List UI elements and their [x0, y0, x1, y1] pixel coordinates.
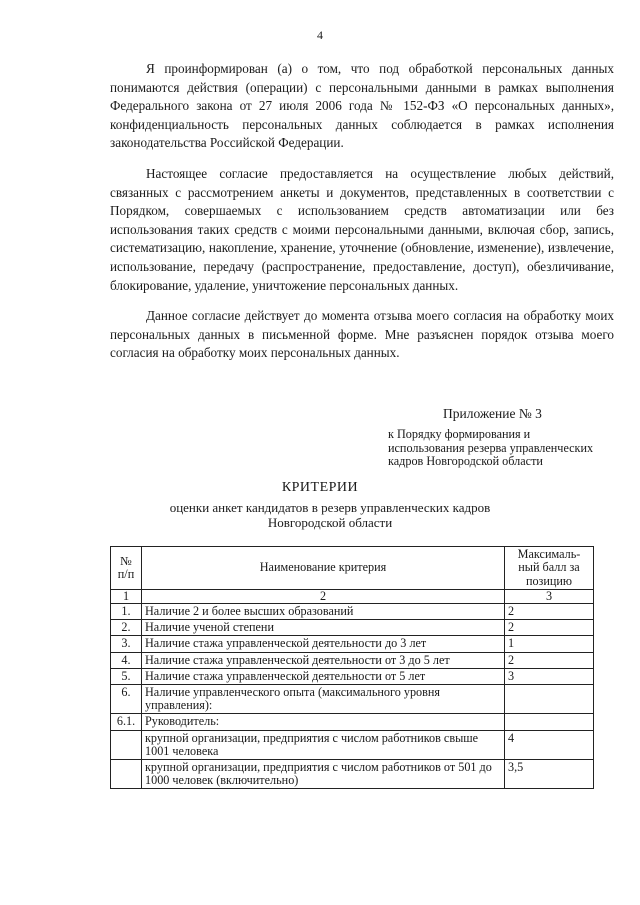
criteria-table [110, 546, 594, 789]
row-score [505, 714, 594, 730]
row-score: 3 [505, 668, 594, 684]
row-criterion: Руководитель: [142, 714, 505, 730]
consent-text [110, 60, 614, 375]
table-header-row [111, 547, 594, 590]
criteria-subtitle: оценки анкет кандидатов в резерв управленческих кадров Новгородской области [169, 500, 491, 530]
row-criterion: Наличие 2 и более высших образований [142, 604, 505, 620]
row-score: 1 [505, 636, 594, 652]
row-criterion: Наличие ученой степени [142, 620, 505, 636]
row-number [111, 760, 142, 789]
row-number: 5. [111, 668, 142, 684]
row-criterion: Наличие стажа управленческой деятельности от 5 лет [142, 668, 505, 684]
paragraph-consent-scope: Настоящее согласие предоставляется на осуществление любых действий, связанных с рассмотрением анкеты и документов, представленных в соответствии с Порядком, совершаемых с использованием средств автоматизации или без использования таких средств с моими персональными данными, включая сбор, запись, систематизацию, накопление, хранение, уточнение (обновление, изменение), извлечение, использование, передачу (распространение, предоставление, доступ), обезличивание, блокирование, удаление, уничтожение персональных данных. [110, 165, 614, 293]
row-number: 6. [111, 685, 142, 714]
row-number [111, 730, 142, 759]
row-score [505, 685, 594, 714]
row-number: 6.1. [111, 714, 142, 730]
row-number: 3. [111, 636, 142, 652]
appendix-reference: к Порядку формирования и использования резерва управленческих кадров Новгородской области [388, 427, 594, 468]
criteria-title: КРИТЕРИИ [281, 480, 359, 495]
row-number: 1. [111, 604, 142, 620]
row-criterion: крупной организации, предприятия с числом работников от 501 до 1000 человек (включительно) [142, 760, 505, 789]
table-row [111, 620, 594, 636]
row-criterion: Наличие управленческого опыта (максимального уровня управления): [142, 685, 505, 714]
row-score: 2 [505, 652, 594, 668]
paragraph-consent-validity: Данное согласие действует до момента отзыва моего согласия на обработку моих персональных данных в письменной форме. Мне разъяснен порядок отзыва моего согласия на обработку моих персональных данных. [110, 308, 614, 361]
paragraph-processing-definition: Я проинформирован (а) о том, что под обработкой персональных данных понимаются действия (операции) с персональными данными в рамках выполнения Федерального закона от 27 июля 2006 года № 152-ФЗ «О персональных данных», конфиденциальность персональных данных соблюдается в рамках исполнения законодательства Российской Федерации. [110, 61, 614, 151]
column-number: 3 [505, 590, 594, 604]
table-row [111, 685, 594, 714]
table-row [111, 714, 594, 730]
row-criterion: крупной организации, предприятия с числом работников свыше 1001 человека [142, 730, 505, 759]
column-number: 1 [111, 590, 142, 604]
header-criterion-name: Наименование критерия [142, 547, 505, 590]
table-row [111, 636, 594, 652]
row-score: 3,5 [505, 760, 594, 789]
column-number: 2 [142, 590, 505, 604]
table-row [111, 652, 594, 668]
column-number-row [111, 590, 594, 604]
row-score: 2 [505, 604, 594, 620]
table-row [111, 730, 594, 759]
page-number: 4 [317, 28, 323, 42]
table-row [111, 604, 594, 620]
table-row [111, 760, 594, 789]
row-criterion: Наличие стажа управленческой деятельности до 3 лет [142, 636, 505, 652]
row-number: 4. [111, 652, 142, 668]
row-score: 2 [505, 620, 594, 636]
row-score: 4 [505, 730, 594, 759]
row-criterion: Наличие стажа управленческой деятельности от 3 до 5 лет [142, 652, 505, 668]
header-number: № п/п [111, 547, 142, 590]
row-number: 2. [111, 620, 142, 636]
appendix-block [388, 406, 608, 469]
header-max-score: Максималь-ный балл за позицию [505, 547, 594, 590]
appendix-title: Приложение № 3 [443, 406, 542, 421]
table-row [111, 668, 594, 684]
